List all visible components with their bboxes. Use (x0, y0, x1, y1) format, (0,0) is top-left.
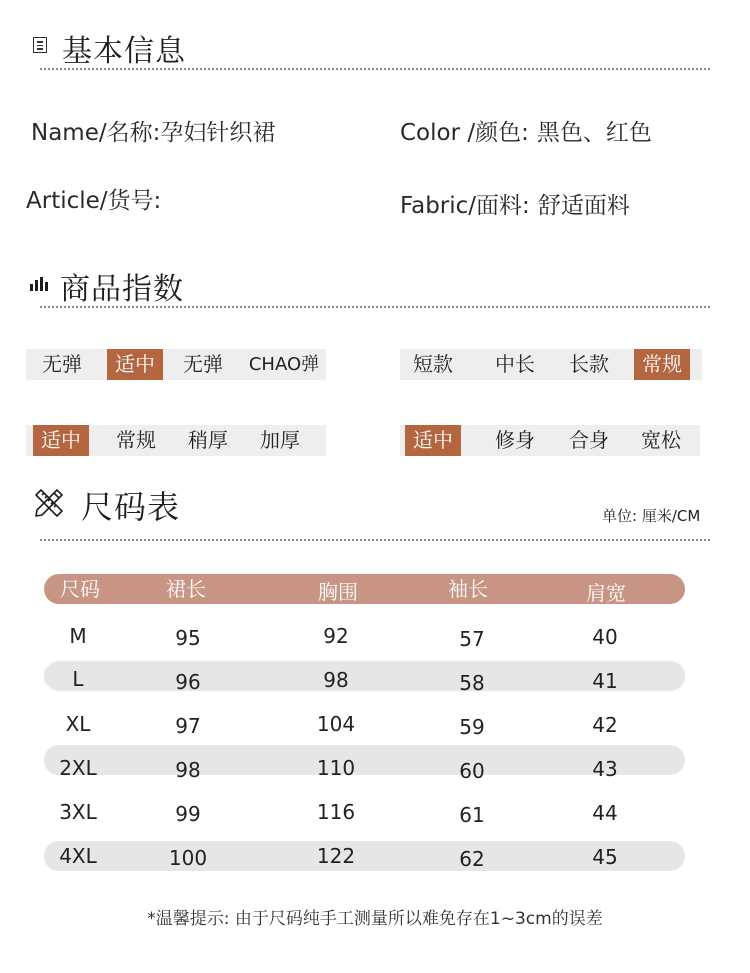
row-stripe (44, 745, 685, 775)
index-option: 长款 (569, 352, 609, 376)
index-option: 常规 (116, 428, 156, 452)
table-cell-size: 4XL (59, 844, 97, 868)
table-cell: 62 (459, 847, 485, 871)
table-cell: 99 (175, 802, 201, 826)
section-title-basic-info: 基本信息 (62, 34, 186, 69)
index-option: 稍厚 (188, 428, 228, 452)
table-cell: 97 (175, 714, 201, 738)
table-cell: 98 (175, 758, 201, 782)
article-row (26, 182, 161, 215)
footnote: *温馨提示: 由于尺码纯手工测量所以难免存在1~3cm的误差 (147, 909, 603, 929)
name-row (31, 114, 275, 147)
header-skirt-length: 裙长 (166, 577, 206, 601)
index-option: 宽松 (641, 428, 681, 452)
table-cell: 41 (592, 669, 618, 693)
table-cell-size: L (72, 667, 84, 691)
bar-chart-icon (30, 277, 48, 291)
table-cell-size: 2XL (59, 756, 97, 780)
table-cell: 59 (459, 715, 485, 739)
index-bar-fit (400, 425, 700, 456)
divider (40, 539, 710, 541)
color-label: Color /颜色: (400, 120, 529, 146)
index-option-selected: 适中 (33, 425, 89, 456)
index-bar-length (400, 349, 702, 380)
index-bar-thickness (26, 425, 326, 456)
size-table-header (44, 574, 685, 604)
table-cell: 60 (459, 759, 485, 783)
index-option: 修身 (495, 428, 535, 452)
table-cell: 110 (316, 756, 356, 780)
table-cell: 43 (592, 757, 618, 781)
table-cell: 104 (316, 712, 356, 736)
index-option: 合身 (569, 428, 609, 452)
index-option: 中长 (495, 352, 535, 376)
index-option-selected: 适中 (107, 349, 163, 380)
table-cell: 57 (459, 627, 485, 651)
table-cell: 98 (323, 668, 349, 692)
table-cell: 92 (323, 624, 349, 648)
table-cell: 95 (175, 626, 201, 650)
section-title-product-index: 商品指数 (60, 272, 184, 307)
table-cell: 58 (459, 671, 485, 695)
table-cell: 44 (592, 801, 618, 825)
index-option-selected: 适中 (405, 425, 461, 456)
table-cell: 100 (168, 846, 208, 870)
fabric-label: Fabric/面料: (400, 193, 530, 219)
table-cell: 40 (592, 625, 618, 649)
header-sleeve-length: 袖长 (448, 577, 488, 601)
article-label: Article/货号: (26, 188, 162, 214)
name-value: 孕妇针织裙 (160, 120, 276, 146)
table-cell-size: M (69, 624, 87, 648)
header-bust: 胸围 (318, 580, 358, 604)
table-cell: 96 (175, 670, 201, 694)
row-stripe (44, 661, 685, 691)
ruler-pencil-icon (33, 487, 65, 519)
index-option: 无弹 (42, 352, 82, 376)
index-option-selected: 常规 (634, 349, 690, 380)
section-title-size-chart: 尺码表 (81, 488, 181, 526)
color-value: 黑色、红色 (536, 120, 652, 146)
fabric-row (400, 187, 630, 220)
header-size: 尺码 (60, 577, 100, 601)
name-label: Name/名称: (31, 120, 161, 146)
divider (40, 68, 710, 70)
row-stripe (44, 841, 685, 871)
table-cell: 42 (592, 713, 618, 737)
table-cell: 45 (592, 845, 618, 869)
table-cell-size: 3XL (59, 800, 97, 824)
header-shoulder-width: 肩宽 (586, 581, 626, 605)
index-option: 无弹 (183, 352, 223, 376)
table-cell: 61 (459, 803, 485, 827)
divider (40, 306, 710, 308)
table-cell-size: XL (65, 712, 91, 736)
table-cell: 116 (316, 800, 356, 824)
table-cell: 122 (316, 844, 356, 868)
fabric-value: 舒适面料 (537, 193, 630, 219)
unit-label: 单位: 厘米/CM (602, 507, 701, 525)
index-option: 短款 (413, 352, 453, 376)
list-icon (33, 37, 47, 53)
index-option: CHAO弹 (248, 354, 320, 375)
index-bar-elasticity (26, 349, 326, 380)
index-option: 加厚 (260, 428, 300, 452)
color-row (400, 114, 652, 147)
